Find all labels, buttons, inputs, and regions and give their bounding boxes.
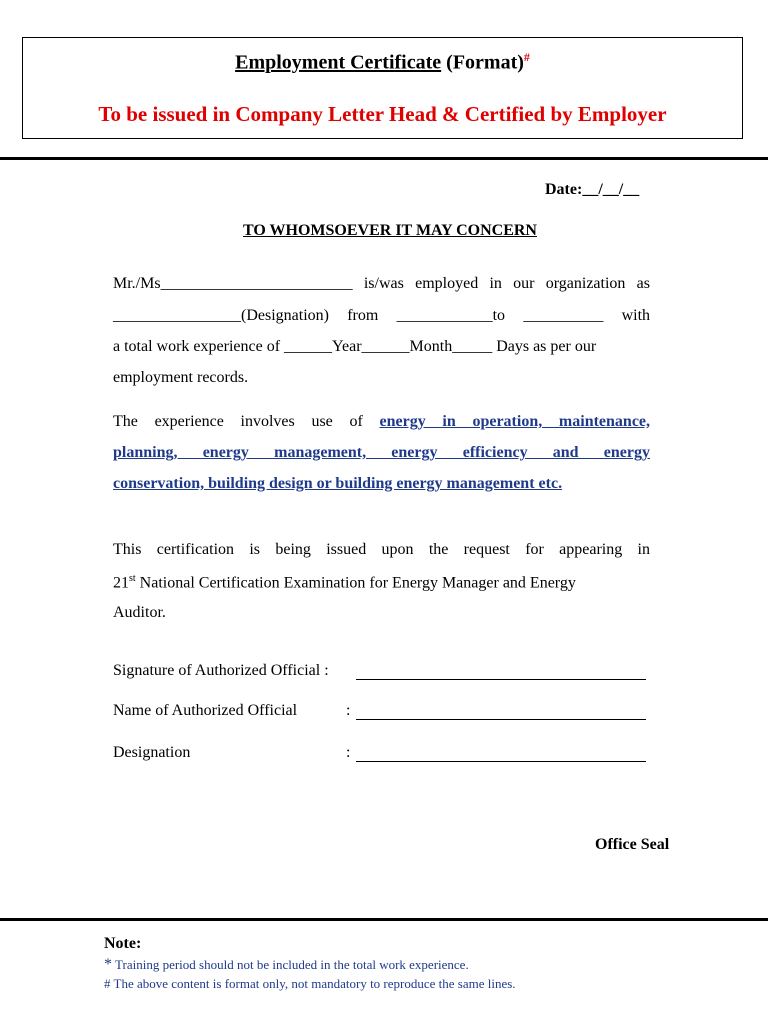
para1-line1 — [113, 275, 650, 293]
title-mark: # — [523, 50, 530, 64]
para1-line3: a total work experience of ______Year______Month_____ Days as per our — [113, 338, 597, 355]
note-star: * — [104, 956, 112, 973]
issue-instruction: To be issued in Company Letter Head & Certified by Employer — [98, 102, 667, 126]
top-divider — [0, 157, 768, 160]
official-name-colon: : — [346, 702, 351, 719]
para2-line3: conservation, building design or building energy management etc. — [113, 475, 563, 492]
official-name-label: Name of Authorized Official — [113, 702, 298, 719]
para2-line1 — [113, 413, 650, 431]
para3-line2 — [113, 573, 650, 592]
para1-line4: employment records. — [113, 369, 249, 386]
designation-label: Designation — [113, 744, 191, 761]
experience-highlight-1: energy in operation, maintenance, — [379, 413, 651, 430]
bottom-divider — [0, 918, 768, 921]
date-value: __/__/__ — [582, 181, 640, 198]
para3-line1: This certification is being issued upon the request for appearing in — [113, 541, 650, 558]
title-format: (Format) — [446, 51, 524, 74]
exam-ordinal: st — [129, 573, 136, 584]
concern-heading: TO WHOMSOEVER IT MAY CONCERN — [243, 222, 537, 239]
signature-label: Signature of Authorized Official : — [113, 662, 329, 679]
signature-blank — [356, 679, 646, 680]
note-item-1 — [104, 956, 469, 974]
designation-blank: ________________(Designation) from — [113, 307, 379, 324]
official-name-blank — [356, 719, 646, 720]
employment-text: is/was employed in our organization as — [363, 275, 651, 292]
header-box — [22, 37, 743, 139]
date-field — [545, 181, 639, 199]
note-item-1-text: Training period should not be included in the total work experience. — [112, 957, 469, 972]
exam-number: 21 — [113, 574, 129, 592]
note-heading: Note: — [104, 935, 142, 952]
certificate-title — [23, 50, 742, 75]
to-blank: __________ — [523, 307, 604, 324]
with-text: with — [621, 307, 651, 324]
para1-line2 — [113, 307, 650, 325]
experience-lead: The experience involves use of — [113, 413, 363, 430]
para3-line3: Auditor. — [113, 604, 166, 621]
name-blank: Mr./Ms________________________ — [113, 275, 353, 292]
designation-blank — [356, 761, 646, 762]
note-item-2: # The above content is format only, not mandatory to reproduce the same lines. — [104, 976, 516, 991]
title-underlined: Employment Certificate — [235, 51, 442, 74]
office-seal: Office Seal — [595, 836, 670, 853]
designation-colon: : — [346, 744, 351, 761]
exam-name: National Certification Examination for Energy Manager and Energy — [135, 574, 576, 592]
from-blank: ____________to — [396, 307, 506, 324]
para2-line2: planning, energy management, energy efficiency and energy — [113, 444, 650, 461]
date-label: Date: — [545, 181, 583, 198]
